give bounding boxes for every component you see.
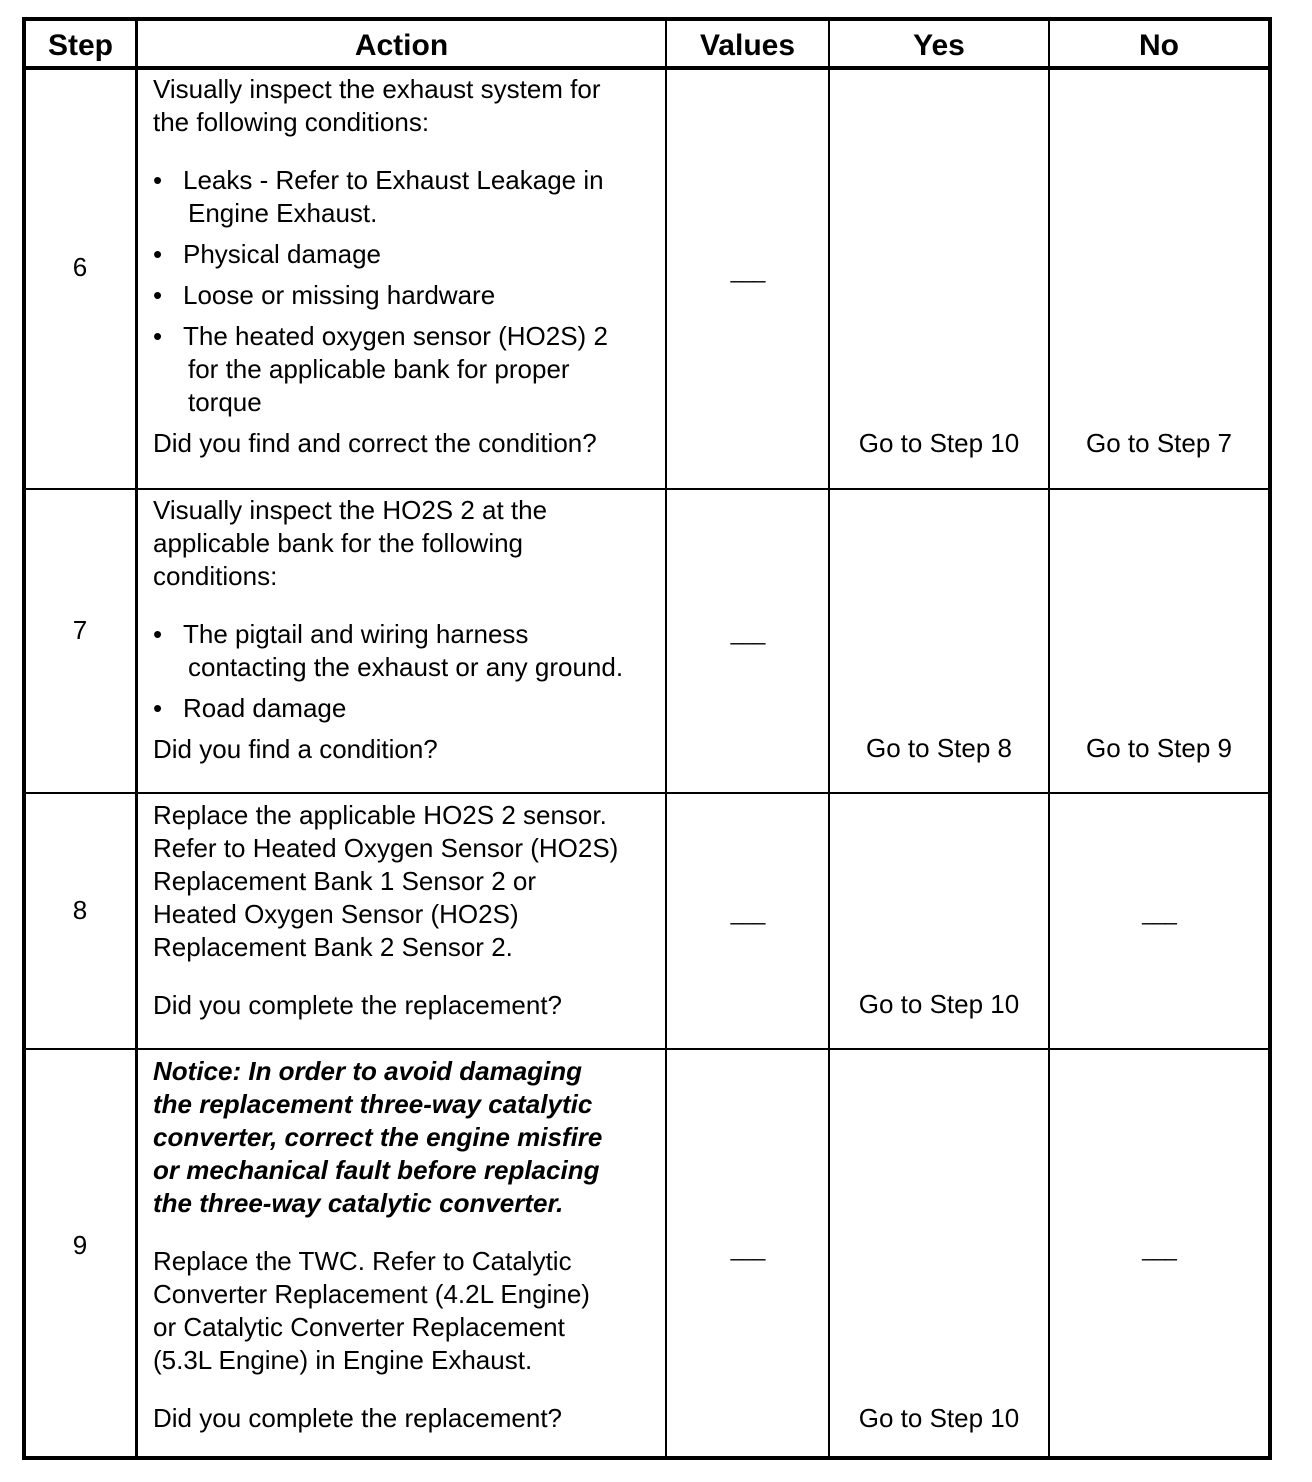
table-border-right xyxy=(1268,17,1272,1460)
no-cell: ___ xyxy=(1142,900,1176,925)
action-question: Did you find and correct the condition? xyxy=(153,428,597,458)
action-line: Converter Replacement (4.2L Engine) xyxy=(153,1279,590,1309)
step-number: 8 xyxy=(72,895,88,925)
header-divider xyxy=(22,66,1272,70)
bullet-line: Engine Exhaust. xyxy=(188,198,378,228)
notice-line: the three-way catalytic converter. xyxy=(153,1188,564,1218)
table-border-bottom xyxy=(22,1456,1272,1460)
yes-cell: Go to Step 8 xyxy=(866,733,1012,763)
values-cell: ___ xyxy=(730,1236,765,1261)
action-line: Replacement Bank 1 Sensor 2 or xyxy=(153,866,536,896)
action-line: applicable bank for the following xyxy=(153,528,524,558)
yes-cell: Go to Step 10 xyxy=(858,1403,1020,1433)
header-yes: Yes xyxy=(913,29,965,62)
bullet-item xyxy=(153,279,663,312)
action-line: Heated Oxygen Sensor (HO2S) xyxy=(153,899,519,929)
bullet-item xyxy=(153,164,663,230)
action-text xyxy=(153,799,663,1022)
action-line: Visually inspect the exhaust system for xyxy=(153,74,601,104)
header-values: Values xyxy=(699,29,796,62)
action-text xyxy=(153,1055,663,1435)
row-divider xyxy=(22,488,1272,490)
action-line: Refer to Heated Oxygen Sensor (HO2S) xyxy=(153,833,619,863)
action-line: or Catalytic Converter Replacement xyxy=(153,1312,565,1342)
action-line: Replace the applicable HO2S 2 sensor. xyxy=(153,800,607,830)
step-number: 6 xyxy=(72,252,88,282)
bullet-dot: • xyxy=(153,321,163,351)
bullet-line: torque xyxy=(188,387,262,417)
bullet-line: Road damage xyxy=(183,693,347,723)
table-border-top xyxy=(22,17,1272,21)
action-line: Visually inspect the HO2S 2 at the xyxy=(153,495,548,525)
bullet-dot: • xyxy=(153,280,163,310)
action-line: Replacement Bank 2 Sensor 2. xyxy=(153,932,513,962)
notice-line: Notice: In order to avoid damaging xyxy=(153,1056,583,1086)
yes-cell: Go to Step 10 xyxy=(858,428,1020,458)
bullet-line: contacting the exhaust or any ground. xyxy=(188,652,624,682)
bullet-item xyxy=(153,238,663,271)
step-number: 7 xyxy=(72,615,88,645)
action-text xyxy=(153,73,663,460)
header-action: Action xyxy=(354,29,449,62)
no-cell: ___ xyxy=(1142,1236,1176,1261)
yes-cell: Go to Step 10 xyxy=(858,989,1020,1019)
bullet-item xyxy=(153,692,663,725)
action-line: Replace the TWC. Refer to Catalytic xyxy=(153,1246,572,1276)
notice-line: converter, correct the engine misfire xyxy=(153,1122,603,1152)
header-no: No xyxy=(1139,29,1179,62)
notice-line: the replacement three-way catalytic xyxy=(153,1089,593,1119)
values-cell: ___ xyxy=(730,620,765,645)
bullet-line: Leaks - Refer to Exhaust Leakage in xyxy=(183,165,604,195)
bullet-dot: • xyxy=(153,693,163,723)
no-cell: Go to Step 9 xyxy=(1086,733,1232,763)
values-cell: ___ xyxy=(730,258,765,283)
action-line: conditions: xyxy=(153,561,278,591)
bullet-dot: • xyxy=(153,165,163,195)
action-line: the following conditions: xyxy=(153,107,430,137)
action-question: Did you complete the replacement? xyxy=(153,1403,563,1433)
bullet-dot: • xyxy=(153,239,163,269)
bullet-line: Loose or missing hardware xyxy=(183,280,496,310)
step-number: 9 xyxy=(72,1230,88,1260)
action-question: Did you complete the replacement? xyxy=(153,990,563,1020)
bullet-dot: • xyxy=(153,619,163,649)
row-divider xyxy=(22,1048,1272,1050)
bullet-line: Physical damage xyxy=(183,239,381,269)
bullet-item xyxy=(153,320,663,419)
bullet-line: for the applicable bank for proper xyxy=(188,354,570,384)
action-line: (5.3L Engine) in Engine Exhaust. xyxy=(153,1345,533,1375)
header-step: Step xyxy=(47,29,113,62)
action-text xyxy=(153,494,663,766)
notice-line: or mechanical fault before replacing xyxy=(153,1155,600,1185)
values-cell: ___ xyxy=(730,900,765,925)
bullet-item xyxy=(153,618,663,684)
action-question: Did you find a condition? xyxy=(153,734,438,764)
row-divider xyxy=(22,792,1272,794)
no-cell: Go to Step 7 xyxy=(1086,428,1232,458)
bullet-line: The pigtail and wiring harness xyxy=(183,619,529,649)
bullet-line: The heated oxygen sensor (HO2S) 2 xyxy=(183,321,608,351)
